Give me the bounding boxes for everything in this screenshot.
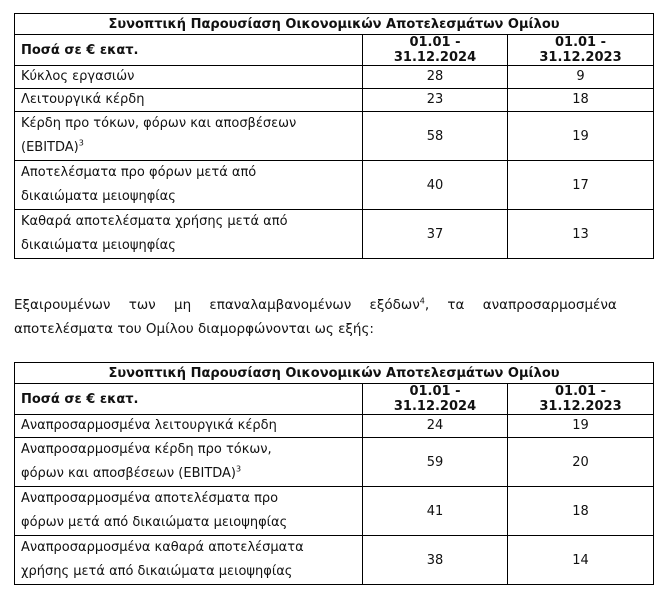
table-row xyxy=(15,438,654,487)
value-2024: 40 xyxy=(363,161,508,210)
row-label xyxy=(15,112,363,161)
table-title-row xyxy=(15,363,654,384)
results-table-1 xyxy=(14,13,654,259)
row-label xyxy=(15,210,363,259)
header-period-2024: 01.01 - 31.12.2024 xyxy=(363,35,508,66)
row-label-line2: (EBITDA) xyxy=(21,140,79,155)
value-2024: 24 xyxy=(363,415,508,438)
row-label: Αναπροσαρμοσμένα λειτουργικά κέρδη xyxy=(15,415,363,438)
value-2024: 38 xyxy=(363,536,508,585)
value-2024: 23 xyxy=(363,89,508,112)
row-label: Κύκλος εργασιών xyxy=(15,66,363,89)
paragraph-text-start: Εξαιρουμένων των μη επαναλαμβανομένων εξόδων xyxy=(14,297,420,313)
value-2023: 17 xyxy=(508,161,654,210)
value-2023: 14 xyxy=(508,536,654,585)
header-amounts-label: Ποσά σε € εκατ. xyxy=(15,35,363,66)
header-period-2023: 01.01 - 31.12.2023 xyxy=(508,384,654,415)
row-label-line2: χρήσης μετά από δικαιώματα μειοψηφίας xyxy=(21,564,293,579)
results-table-2 xyxy=(14,362,654,585)
header-period-2023: 01.01 - 31.12.2023 xyxy=(508,35,654,66)
paragraph-text-end: , τα αναπροσαρμοσμένα xyxy=(424,297,617,313)
row-label xyxy=(15,536,363,585)
value-2024: 37 xyxy=(363,210,508,259)
row-label-line2: δικαιώματα μειοψηφίας xyxy=(21,238,176,253)
header-period-2024: 01.01 - 31.12.2024 xyxy=(363,384,508,415)
value-2024: 58 xyxy=(363,112,508,161)
value-2024: 41 xyxy=(363,487,508,536)
table-row xyxy=(15,161,654,210)
row-label-line2: φόρων μετά από δικαιώματα μειοψηφίας xyxy=(21,515,288,530)
table-row xyxy=(15,112,654,161)
row-label-line2: δικαιώματα μειοψηφίας xyxy=(21,189,176,204)
value-2023: 20 xyxy=(508,438,654,487)
row-label-line2: φόρων και αποσβέσεων (EBITDA) xyxy=(21,466,237,481)
row-label-line1: Κέρδη προ τόκων, φόρων και αποσβέσεων xyxy=(21,116,297,131)
value-2023: 19 xyxy=(508,112,654,161)
row-label xyxy=(15,438,363,487)
table-row xyxy=(15,536,654,585)
table-row xyxy=(15,89,654,112)
intro-paragraph xyxy=(14,293,653,341)
row-label-line1: Καθαρά αποτελέσματα χρήσης μετά από xyxy=(21,214,288,229)
row-label-line1: Αναπροσαρμοσμένα κέρδη προ τόκων, xyxy=(21,442,272,457)
row-label xyxy=(15,161,363,210)
paragraph-line2: αποτελέσματα του Ομίλου διαμορφώνονται ως εξής: xyxy=(14,321,374,337)
header-amounts-label: Ποσά σε € εκατ. xyxy=(15,384,363,415)
table-row xyxy=(15,66,654,89)
row-label xyxy=(15,487,363,536)
table-header-row xyxy=(15,384,654,415)
table-row xyxy=(15,487,654,536)
footnote-ref: 4 xyxy=(419,296,425,306)
row-label-line1: Αναπροσαρμοσμένα αποτελέσματα προ xyxy=(21,491,279,506)
value-2024: 59 xyxy=(363,438,508,487)
footnote-ref: 3 xyxy=(236,464,242,474)
value-2023: 18 xyxy=(508,487,654,536)
footnote-ref: 3 xyxy=(78,138,84,148)
table-row xyxy=(15,210,654,259)
table-title: Συνοπτική Παρουσίαση Οικονομικών Αποτελεσμάτων Ομίλου xyxy=(15,14,654,35)
row-label-line1: Αποτελέσματα προ φόρων μετά από xyxy=(21,165,257,180)
value-2024: 28 xyxy=(363,66,508,89)
row-label-line1: Αναπροσαρμοσμένα καθαρά αποτελέσματα xyxy=(21,540,304,555)
table-title-row xyxy=(15,14,654,35)
table-header-row xyxy=(15,35,654,66)
value-2023: 19 xyxy=(508,415,654,438)
value-2023: 13 xyxy=(508,210,654,259)
row-label: Λειτουργικά κέρδη xyxy=(15,89,363,112)
value-2023: 18 xyxy=(508,89,654,112)
table-row xyxy=(15,415,654,438)
table-title: Συνοπτική Παρουσίαση Οικονομικών Αποτελεσμάτων Ομίλου xyxy=(15,363,654,384)
value-2023: 9 xyxy=(508,66,654,89)
